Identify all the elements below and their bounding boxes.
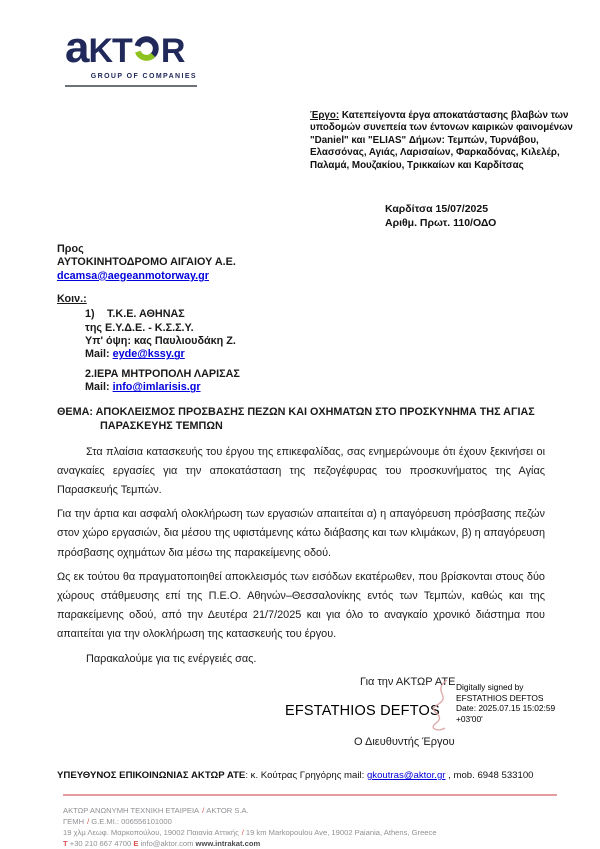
contact-middle: : κ. Κούτρας Γρηγόρης mail: [245,769,367,781]
footer-slash-1: / [202,805,205,815]
contact-line [57,770,545,781]
footer-registry-gr: ΓΕΜΗ [63,816,85,826]
letter-body [57,443,545,669]
contact-email-link[interactable]: gkoutras@aktor.gr [366,769,446,781]
body-paragraph-3: Ως εκ τούτου θα πραγματοποιηθεί αποκλεισμός των εισόδων εκατέρωθεν, που βρίσκονται στους δύο χώρους στάθμευσης επί της Π.Ε.Ο. Αθηνών–Θεσσαλονίκης εντός των Τεμπών, καθώς και της παρακείμενης οδού, από την Δευτέρα 21/7/2025 και για όλο το αναγκαίο χρονικό διάστημα που απαιτείται για την ολοκλήρωση της κατασκευής του έργου. [57,570,545,641]
footer-company-en: AKTOR S.A. [206,805,249,815]
signature-block [57,674,556,760]
recipient-name: ΑΥΤΟΚΙΝΗΤΟΔΡΟΜΟ ΑΙΓΑΙΟΥ Α.Ε. [57,256,236,269]
footer-address-line [63,827,545,838]
cc-item-1-line3: Υπ' όψη: κας Παυλιουδάκη Ζ. [85,335,236,348]
footer-slash-3: / [241,827,244,837]
footer-divider [63,794,557,796]
signer-name: EFSTATHIOS DEFTOS [285,702,440,719]
contact-label: ΥΠΕΥΘΥΝΟΣ ΕΠΙΚΟΙΝΩΝΙΑΣ ΑΚΤΩΡ ΑΤΕ [57,769,246,781]
recipient-email-link[interactable]: dcamsa@aegeanmotorway.gr [57,269,209,282]
contact-tail: , mob. 6948 533100 [445,769,534,781]
cc-item-1-number: 1) [85,308,95,321]
signature-flourish-icon [423,678,457,736]
body-paragraph-1: Στα πλαίσια κατασκευής του έργου της επικεφαλίδας, σας ενημερώνουμε ότι έχουν ξεκινήσει οι αναγκαίες εργασίες για την αποκατάσταση της πεζογέφυρας του προσκυνήματος της Αγίας Παρασκευής Τεμπών. [57,445,545,497]
cc-item-1-mail-label: Mail: [85,348,110,361]
signer-role: Ο Διευθυντής Έργου [354,735,455,748]
cc-item-1 [85,308,545,362]
project-label: Έργο: [310,110,340,121]
recipient-block [57,243,545,283]
cc-item-1-name: Τ.Κ.Ε. ΑΘΗΝΑΣ [107,308,185,321]
footer-website: www.intrakat.com [195,838,261,848]
logo-o-icon [133,35,160,62]
footer-contact-line [63,838,545,849]
cc-label: Κοιν.: [57,293,87,306]
cc-item-1-email-link[interactable]: eyde@kssy.gr [112,348,185,361]
body-paragraph-2: Για την άρτια και ασφαλή ολοκλήρωση των εργασιών απαιτείται α) η απαγόρευση πρόσβασης πεζών στον χώρο εργασιών, δια μέσου της υφιστάμενης κάτω διάβασης και των κλιμάκων, β) η απαγόρευση πρόσβασης οχημάτων δια μέσω της παρακείμενης οδού. [57,508,545,559]
letter-main [57,243,556,849]
logo-tagline: GROUP OF COMPANIES [90,73,197,80]
cc-item-2-name: 2.ΙΕΡΑ ΜΗΤΡΟΠΟΛΗ ΛΑΡΙΣΑΣ [85,367,240,380]
subject-line [57,405,545,434]
cc-item-2 [85,368,545,395]
footer-registry-en: G.E.MI.: 006556101000 [91,816,172,826]
footer-email-label: E [133,838,139,848]
signature-company-line: Για την ΑΚΤΩΡ ΑΤΕ [360,675,456,688]
cc-item-1-line2: της Ε.Υ.Δ.Ε. - Κ.Σ.Σ.Υ. [85,321,194,334]
dateline-block [385,203,496,230]
digital-signature-line4: +03'00' [456,714,483,725]
cc-item-2-mail-label: Mail: [85,381,110,394]
subject-text: ΑΠΟΚΛΕΙΣΜΟΣ ΠΡΟΣΒΑΣΗΣ ΠΕΖΩΝ ΚΑΙ ΟΧΗΜΑΤΩΝ ΣΤΟ ΠΡΟΣΚΥΝΗΜΑ ΤΗΣ ΑΓΙΑΣ ΠΑΡΑΣΚΕΥΗΣ ΤΕΜΠΩΝ [95,405,535,433]
digital-signature-line3: Date: 2025.07.15 15:02:59 [456,703,556,714]
digital-signature-line2: EFSTATHIOS DEFTOS [456,692,544,703]
body-paragraph-4: Παρακαλούμε για τις ενέργειές σας. [86,652,257,665]
footer-slash-2: / [87,816,90,826]
logo-letter-r: R [160,32,185,70]
footer-company-gr: ΑΚΤΩΡ ΑΝΩΝΥΜΗ ΤΕΧΝΙΚΗ ΕΤΑΙΡΕΙΑ [63,805,200,815]
footer-address-gr: 19 χλμ Λεωφ. Μαρκοπούλου, 19002 Παιανία Αττικής [63,827,239,837]
footer-registry-line [63,816,545,827]
project-text: Κατεπείγοντα έργα αποκατάστασης βλαβών των υποδομών συνεπεία των έντονων καιρικών φαινομένων "Daniel" και "ELIAS" Δήμων: Τεμπών, Τυρνάβου, Ελασσόνας, Αγιάς, Λαρισαίων, Φαρκαδόνας, Κιλελέρ, Παλαμά, Μουζακίου, Τρικκαίων και Καρδίτσας [310,110,573,171]
project-block [310,110,590,172]
digital-signature-line1: Digitally signed by [456,681,524,692]
logo-letter-a: a [65,23,89,72]
footer-email: info@aktor.com [140,838,194,848]
aktor-logo [65,23,197,87]
aktor-logo-wordmark [65,23,197,72]
page-footer [63,805,545,849]
subject-label: ΘΕΜΑ: [57,405,93,418]
cc-item-2-email-link[interactable]: info@imlarisis.gr [112,381,201,394]
footer-company-line [63,805,545,816]
footer-address-en: 19 km Markopoulou Ave, 19002 Paiania, Athens, Greece [245,827,437,837]
protocol-number: Αριθμ. Πρωτ. 110/ΟΔΟ [385,216,497,229]
logo-divider [65,85,197,87]
footer-phone: +30 210 667 4700 [69,838,132,848]
recipient-label: Προς [57,243,84,255]
footer-phone-label: T [63,838,68,848]
digital-signature-details [456,682,596,725]
logo-letters-kt: KT [88,32,132,70]
place-date: Καρδίτσα 15/07/2025 [385,203,489,215]
